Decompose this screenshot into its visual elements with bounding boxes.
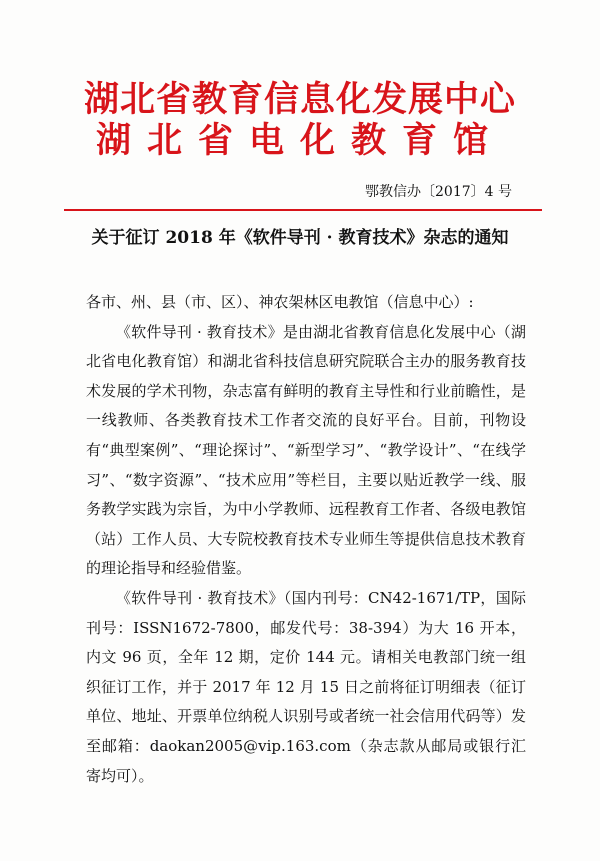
body-paragraph-1: 《软件导刊 · 教育技术》是由湖北省教育信息化发展中心（湖北省电化教育馆）和湖北省科技信息研究院联合主办的服务教育技术发展的学术刊物，杂志富有鲜明的教育主导性和行业前瞻性，是一线教师、各类教育技术工作者交流的良好平台。目前，刊物设有“典型案例”、“理论探讨”、“新型学习”、“教学设计”、“在线学习”、“数字资源”、“技术应用”等栏目，主要以贴近教学一线、服务教学实践为宗旨，为中小学教师、远程教育工作者、各级电教馆（站）工作人员、大专院校教育技术专业师生等提供信息技术教育的理论指导和经验借鉴。: [86, 322, 526, 578]
notice-title: 关于征订 2018 年《软件导刊 · 教育技术》杂志的通知: [91, 228, 509, 248]
body-paragraph-2: 《软件导刊 · 教育技术》（国内刊号：CN42-1671/TP，国际刊号：ISSN1672-7800，邮发代号：38-394）为大 16 开本，内文 96 页，全年 12 期，定价 144 元。请相关电教部门统一组织征订工作，并于 2017 年 12 月 15 日之前将征订明细表（征订单位、地址、开票单位纳税人识别号或者统一社会信用代码等）发至邮箱：daokan2005@vip.163.com（杂志款从邮局或银行汇寄均可）。: [86, 588, 526, 785]
issuer-title-line-1: 湖北省教育信息化发展中心: [83, 80, 516, 120]
issuer-title-line-2: 湖北省电化教育馆: [95, 121, 504, 161]
document-number: 鄂教信办〔2017〕4 号: [365, 184, 512, 200]
red-header-rule: [64, 209, 542, 211]
salutation: 各市、州、县（市、区）、神农架林区电教馆（信息中心）:: [86, 293, 474, 311]
notice-body: [86, 288, 526, 791]
